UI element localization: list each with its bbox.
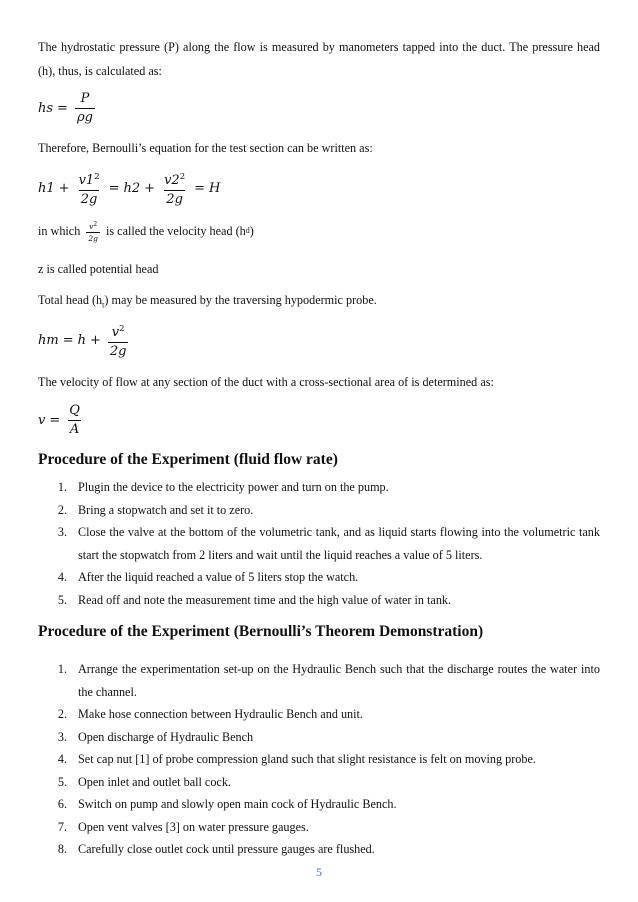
velocity-head-fraction: $\frac{v^2}{2g}$	[88, 220, 98, 243]
list-item: 8. Carefully close outlet cock until pressure gauges are flushed.	[57, 842, 375, 856]
list-item: 4. After the liquid reached a value of 5 liters stop the watch.	[57, 570, 359, 584]
list-item: 3. Close the valve at the bottom of the volumetric tank, and as liquid starts flowing into the volumetric tank start the stopwatch from 2 liters and wait until the liquid reaches a value of 5 liters.	[57, 525, 600, 562]
eq-term: h1	[38, 181, 55, 196]
procedure-list-flow-rate	[38, 476, 600, 611]
list-item: 1. Arrange the experimentation set-up on the Hydraulic Bench such that the discharge routes the water into the channel.	[57, 662, 600, 699]
list-item: 2. Make hose connection between Hydraulic Bench and unit.	[57, 707, 363, 721]
list-item: 5. Open inlet and outlet ball cock.	[57, 774, 231, 789]
eq-operator: +	[58, 181, 70, 196]
list-item: 5. Read off and note the measurement time and the high value of water in tank.	[57, 592, 452, 607]
eq-term: h	[77, 333, 86, 348]
equation-velocity	[38, 403, 85, 438]
velocity-head-line	[38, 219, 600, 243]
fraction	[108, 321, 129, 360]
fraction-numerator: $v2^2$	[164, 172, 186, 188]
potential-head-line: z is called potential head	[38, 262, 159, 276]
eq-operator: =	[194, 181, 206, 196]
section-heading-flow-rate: Procedure of the Experiment (fluid flow rate)	[38, 451, 338, 468]
fraction-denominator: A	[69, 422, 80, 437]
fraction-denominator: 2g	[109, 344, 127, 359]
eq-operator: =	[108, 181, 120, 196]
section-heading-bernoulli: Procedure of the Experiment (Bernoulli’s Theorem Demonstration)	[38, 623, 484, 640]
fraction-numerator: Q	[69, 403, 80, 418]
text-segment: )	[249, 224, 254, 238]
eq-term: v	[38, 413, 46, 428]
procedure-list-bernoulli	[38, 658, 600, 861]
fraction-denominator: ρg	[76, 110, 93, 125]
text-segment: in which	[38, 224, 84, 238]
fraction-numerator: $v1^2$	[78, 172, 100, 188]
eq-term: hs	[38, 101, 54, 116]
eq-operator: =	[57, 101, 68, 116]
eq-operator: =	[49, 413, 61, 428]
page-number: 5	[316, 865, 322, 879]
text-segment: is called the velocity head (h	[102, 224, 246, 238]
fraction	[67, 403, 82, 438]
list-item: 3. Open discharge of Hydraulic Bench	[57, 729, 254, 744]
fraction-numerator: $v^2$	[111, 324, 125, 340]
fraction	[77, 169, 102, 208]
fraction	[162, 169, 187, 208]
equation-bernoulli	[38, 169, 220, 208]
fraction	[75, 91, 95, 126]
subscript: d	[245, 226, 250, 235]
velocity-intro: The velocity of flow at any section of the duct with a cross-sectional area of is determined as:	[38, 375, 494, 389]
intro-paragraph: The hydrostatic pressure (P) along the flow is measured by manometers tapped into the duct. The pressure head (h), thus, is calculated as:	[38, 40, 600, 78]
eq-operator: =	[62, 333, 74, 348]
fraction-numerator: P	[80, 91, 90, 106]
eq-operator: +	[144, 181, 156, 196]
eq-term: H	[209, 181, 221, 196]
fraction-denominator: 2g	[80, 192, 98, 207]
list-item: 7. Open vent valves [3] on water pressure gauges.	[57, 819, 309, 834]
fraction-denominator: 2g	[166, 192, 183, 207]
list-item: 2. Bring a stopwatch and set it to zero.	[57, 502, 254, 517]
eq-term: h2	[123, 181, 141, 196]
bernoulli-intro: Therefore, Bernoulli’s equation for the test section can be written as:	[38, 141, 373, 155]
list-item: 4. Set cap nut [1] of probe compression gland such that slight resistance is felt on moving probe.	[57, 752, 536, 766]
list-item: 6. Switch on pump and slowly open main cock of Hydraulic Bench.	[57, 797, 397, 811]
list-item: 1. Plugin the device to the electricity power and turn on the pump.	[57, 480, 389, 494]
eq-operator: +	[89, 333, 101, 348]
eq-term: hm	[38, 333, 59, 348]
total-head-line: Total head $(h_t)$ may be measured by the traversing hypodermic probe.	[38, 293, 377, 310]
equation-pressure-head	[38, 91, 98, 126]
equation-total-head	[38, 321, 131, 360]
